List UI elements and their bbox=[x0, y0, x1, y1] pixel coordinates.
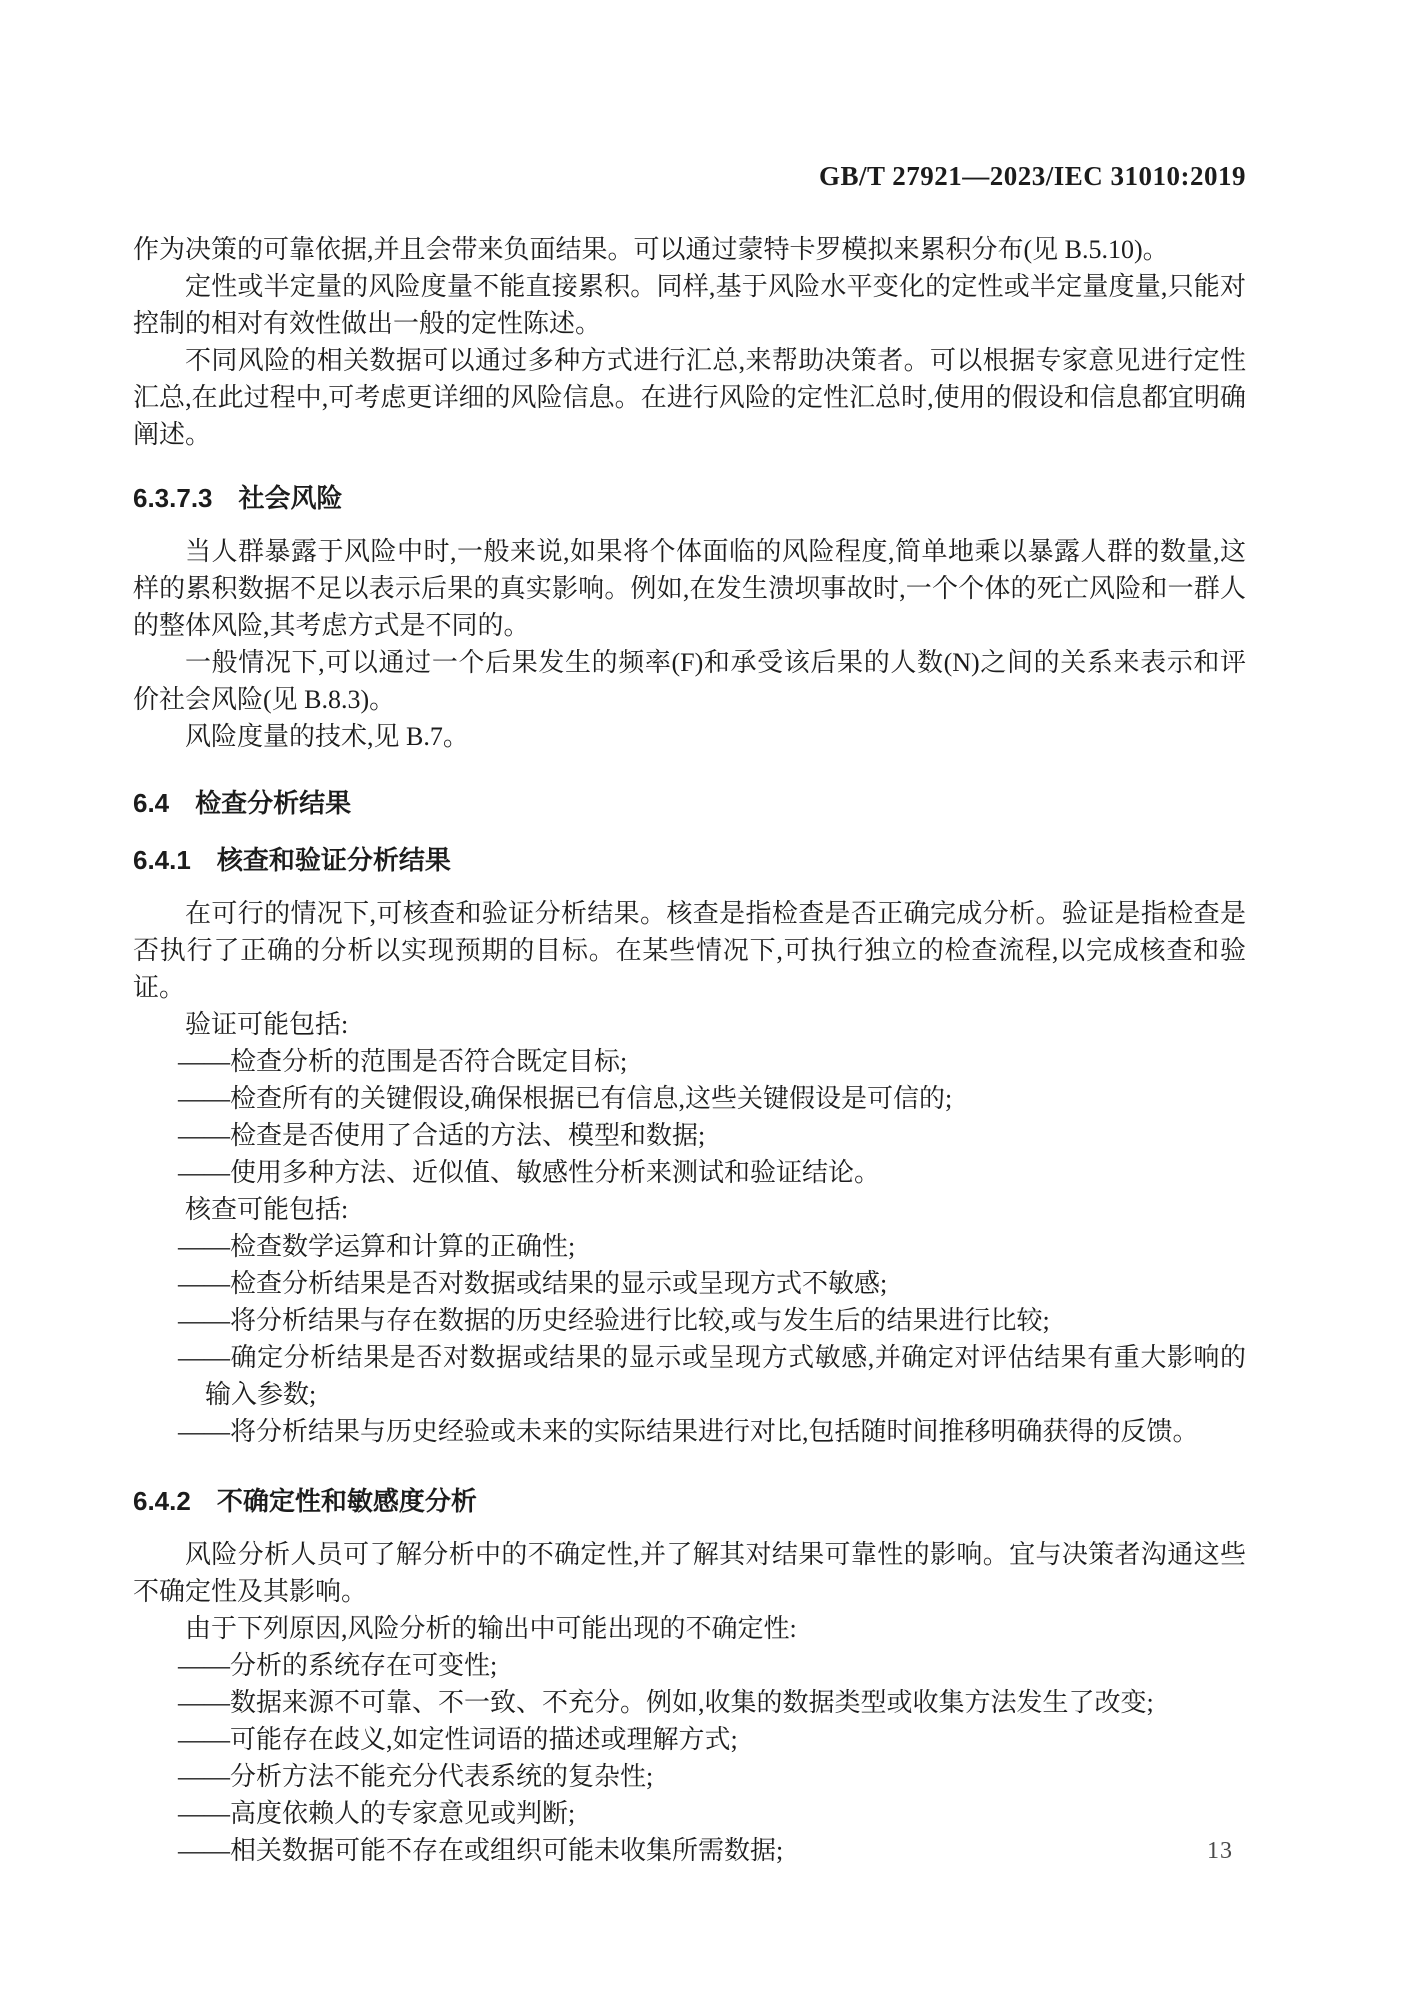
section-number: 6.3.7.3 bbox=[133, 483, 213, 513]
section-title: 不确定性和敏感度分析 bbox=[216, 1486, 477, 1516]
page-number: 13 bbox=[1207, 1838, 1233, 1864]
uncertainty-list bbox=[133, 1647, 1246, 1869]
section-title: 检查分析结果 bbox=[195, 788, 352, 818]
body-paragraph: 在可行的情况下,可核查和验证分析结果。核查是指检查是否正确完成分析。验证是指检查是否执行了正确的分析以实现预期的目标。在某些情况下,可执行独立的检查流程,以完成核查和验证。 bbox=[133, 899, 1246, 1002]
dash-list-item: ——检查所有的关键假设,确保根据已有信息,这些关键假设是可信的; bbox=[178, 1084, 953, 1113]
dash-list-item: ——相关数据可能不存在或组织可能未收集所需数据; bbox=[178, 1836, 784, 1865]
body-paragraph: 风险度量的技术,见 B.7。 bbox=[185, 722, 469, 751]
section-number: 6.4.2 bbox=[133, 1486, 191, 1516]
body-paragraph-carryover: 作为决策的可靠依据,并且会带来负面结果。可以通过蒙特卡罗模拟来累积分布(见 B.5.10)。 bbox=[133, 235, 1169, 264]
dash-list-item: ——检查是否使用了合适的方法、模型和数据; bbox=[178, 1121, 706, 1150]
dash-list-item: ——将分析结果与历史经验或未来的实际结果进行对比,包括随时间推移明确获得的反馈。 bbox=[178, 1417, 1199, 1446]
list-lead-verification: 验证可能包括: bbox=[185, 1010, 349, 1039]
body-paragraph: 一般情况下,可以通过一个后果发生的频率(F)和承受该后果的人数(N)之间的关系来表示和评价社会风险(见 B.8.3)。 bbox=[133, 648, 1246, 714]
body-paragraph: 风险分析人员可了解分析中的不确定性,并了解其对结果可靠性的影响。宜与决策者沟通这些不确定性及其影响。 bbox=[133, 1540, 1246, 1606]
section-heading-6-4-1 bbox=[133, 842, 1246, 879]
dash-list-item: ——确定分析结果是否对数据或结果的显示或呈现方式敏感,并确定对评估结果有重大影响的输入参数; bbox=[178, 1343, 1246, 1409]
page-content bbox=[133, 231, 1246, 1869]
body-paragraph: 定性或半定量的风险度量不能直接累积。同样,基于风险水平变化的定性或半定量度量,只能对控制的相对有效性做出一般的定性陈述。 bbox=[133, 272, 1246, 338]
dash-list-item: ——分析的系统存在可变性; bbox=[178, 1651, 498, 1680]
list-lead-uncertainty: 由于下列原因,风险分析的输出中可能出现的不确定性: bbox=[185, 1614, 797, 1643]
section-title: 社会风险 bbox=[238, 483, 343, 513]
dash-list-item: ——检查分析的范围是否符合既定目标; bbox=[178, 1047, 628, 1076]
standard-reference-header: GB/T 27921—2023/IEC 31010:2019 bbox=[818, 161, 1246, 191]
section-heading-6-3-7-3 bbox=[133, 480, 1246, 517]
section-heading-6-4 bbox=[133, 785, 1246, 822]
body-paragraph: 当人群暴露于风险中时,一般来说,如果将个体面临的风险程度,简单地乘以暴露人群的数量,这样的累积数据不足以表示后果的真实影响。例如,在发生溃坝事故时,一个个体的死亡风险和一群人的整体风险,其考虑方式是不同的。 bbox=[133, 537, 1246, 640]
section-number: 6.4 bbox=[133, 788, 170, 818]
verification-list bbox=[133, 1043, 1246, 1191]
dash-list-item: ——数据来源不可靠、不一致、不充分。例如,收集的数据类型或收集方法发生了改变; bbox=[178, 1688, 1154, 1717]
dash-list-item: ——分析方法不能充分代表系统的复杂性; bbox=[178, 1762, 654, 1791]
section-number: 6.4.1 bbox=[133, 845, 191, 875]
dash-list-item: ——可能存在歧义,如定性词语的描述或理解方式; bbox=[178, 1725, 738, 1754]
dash-list-item: ——高度依赖人的专家意见或判断; bbox=[178, 1799, 576, 1828]
checking-list bbox=[133, 1228, 1246, 1450]
dash-list-item: ——检查分析结果是否对数据或结果的显示或呈现方式不敏感; bbox=[178, 1269, 888, 1298]
body-paragraph: 不同风险的相关数据可以通过多种方式进行汇总,来帮助决策者。可以根据专家意见进行定性汇总,在此过程中,可考虑更详细的风险信息。在进行风险的定性汇总时,使用的假设和信息都宜明确阐述。 bbox=[133, 346, 1246, 449]
section-heading-6-4-2 bbox=[133, 1483, 1246, 1520]
list-lead-checking: 核查可能包括: bbox=[185, 1195, 349, 1224]
dash-list-item: ——检查数学运算和计算的正确性; bbox=[178, 1232, 576, 1261]
dash-list-item: ——使用多种方法、近似值、敏感性分析来测试和验证结论。 bbox=[178, 1158, 881, 1187]
dash-list-item: ——将分析结果与存在数据的历史经验进行比较,或与发生后的结果进行比较; bbox=[178, 1306, 1050, 1335]
section-title: 核查和验证分析结果 bbox=[216, 845, 451, 875]
